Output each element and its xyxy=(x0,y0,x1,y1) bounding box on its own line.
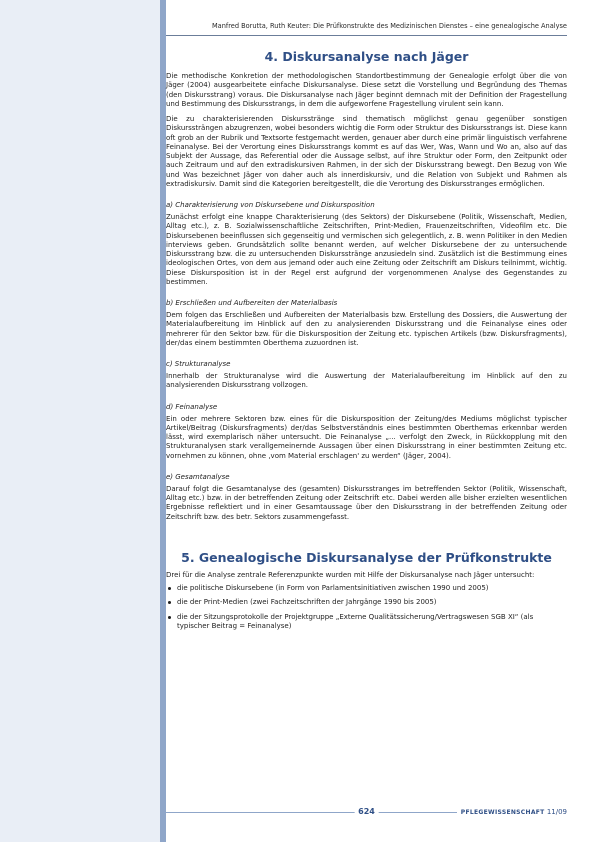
subsection-a-title: a) Charakterisierung von Diskursebene und Diskursposition xyxy=(166,201,375,209)
subsection-a-text: Zunächst erfolgt eine knappe Charakterisierung (des Sektors) der Diskursebene (Politik, Wissenschaft, Medien, Alltag etc.), z. B. Sozialwissenschaftliche Zeitschriften, Print-Medien, Frauenzeitschriften, Videofilm etc. Die Diskursebenen beeinflussen sich gegenseitig und vermischen sich gelegentlich, z. B. wenn Politiker in den Medien interviews geben. Grundsätzlich sollte benannt werden, auf welcher Diskursebene der zu untersuchende Diskursstrang bzw. die zu untersuchenden Diskursstränge anzusiedeln sind. Zusätzlich ist die Bestimmung eines ideologischen Ortes, von dem aus jemand oder auch eine Zeitung oder Zeitschrift am Diskurs teilnimmt, wichtig. Diese Diskursposition ist in der Regel erst aufgrund der vorgenommenen Analyse des Gegenstandes zu bestimmen. xyxy=(166,213,567,286)
section-5-heading: 5. Genealogische Diskursanalyse der Prüfkonstrukte xyxy=(181,549,552,565)
section-4-paragraph-2: Die zu charakterisierenden Diskursstränge sind thematisch möglichst genau gegenüber sonstigen Diskurssträngen abzugrenzen, wobei besonders wichtig die Form oder Struktur des Diskursstrangs ist. Diese kann oft grob an der Rubrik und Textsorte festgemacht werden, genauer aber durch eine primär linguistisch verfahrene Feinanalyse. Bei der Verortung eines Diskursstrangs kommt es auf das Wer, Was, Wann und Wo an, also auf das Subjekt der Aussage, das Referential oder die Aussage selbst, auf ihre Struktur oder Form, den Zeitpunkt oder auch Zeitraum und auf den extradiskursiven Rahmen, in der sich der Diskursstrang bewegt. Den Bezug von Wie und Was bezeichnet Jäger von daher auch als innerdiskursiv, und die Relation von Subjekt und Rahmen als extradiskursiv. Damit sind die Kategorien bereitgestellt, die die Verortung des Diskursstranges ermöglichen. xyxy=(166,115,567,188)
subsection-c-title: c) Strukturanalyse xyxy=(166,360,231,368)
subsection-e-title: e) Gesamtanalyse xyxy=(166,472,230,481)
subsection-b-title: b) Erschließen und Aufbereiten der Materialbasis xyxy=(166,299,338,307)
subsection-e-text: Darauf folgt die Gesamtanalyse des (gesamten) Diskursstranges im betreffenden Sektor (Politik, Wissenschaft, Alltag etc.) bzw. in der betreffenden Zeitung oder Zeitschrift etc. Dabei werden alle bisher erzielten wesentlichen Ergebnisse reflektiert und in einer Gesamtaussage über den Diskursstrang in der betreffenden Zeitung oder Zeitschrift bzw. des betr. Sektors zusammengefasst. xyxy=(166,484,567,521)
subsection-d-text: Ein oder mehrere Sektoren bzw. eines für die Diskursposition der Zeitung/des Mediums möglichst typischer Artikel/Beitrag (Diskursfragments) der/das Selbstverständnis eines bestimmten Oberthemas erkennbar werden lässt, wird exemplarisch näher untersucht. Die Feinanalyse „... verfolgt den Zweck, in Rückkopplung mit den Strukturanalysen stark verallgemeinernde Aussagen über einen Diskursstrang in einer bestimmten Zeitung etc. vornehmen zu können, ohne ‚vom Material erschlagen' zu werden“ (Jäger, 2004). xyxy=(166,414,567,460)
subsection-c-text: Innerhalb der Strukturanalyse wird die Auswertung der Materialaufbereitung im Hinblick auf den zu analysierenden Diskursstrang vollzogen. xyxy=(166,372,567,390)
list-item: die der Print-Medien (zwei Fachzeitschriften der Jahrgänge 1990 bis 2005) xyxy=(166,598,567,607)
subsection-d-title: d) Feinanalyse xyxy=(166,402,218,411)
list-item: die politische Diskursebene (in Form von Parlamentsinitiativen zwischen 1990 und 2005) xyxy=(166,584,567,593)
header-rule xyxy=(166,35,567,36)
journal-issue: 11/09 xyxy=(546,808,567,816)
section-4-paragraph-1: Die methodische Konkretion der methodologischen Standortbestimmung der Genealogie erfolgt über die von Jäger (2004) ausgearbeitete einfache Diskursanalyse. Diese setzt die Vorstellung und Begründung des Themas (den Diskursstrang) voraus. Die Diskursanalyse nach Jäger beginnt demnach mit der Definition der Fragestellung und Bestimmung des Diskursstrangs, in dem die aufgeworfene Fragestellung virulent sein kann. xyxy=(166,72,567,108)
page xyxy=(166,0,595,842)
section-4-heading: 4. Diskursanalyse nach Jäger xyxy=(264,49,469,64)
article-body xyxy=(166,50,567,636)
list-item: die der Sitzungsprotokolle der Projektgruppe „Externe Qualitätssicherung/Vertragswesen SGB XI“ (als typischer Beitrag = Feinanalyse) xyxy=(166,613,567,632)
running-title: Manfred Borutta, Ruth Keuter: Die Prüfkonstrukte des Medizinischen Dienstes – eine genealogische Analyse xyxy=(211,22,567,30)
journal-citation xyxy=(457,806,567,819)
page-footer xyxy=(166,806,567,818)
left-margin-band xyxy=(0,0,160,842)
reference-points-list xyxy=(166,584,567,631)
page-number: 624 xyxy=(354,806,379,818)
section-5-intro: Drei für die Analyse zentrale Referenzpunkte wurden mit Hilfe der Diskursanalyse nach Jäger untersucht: xyxy=(166,570,535,579)
running-header xyxy=(166,22,567,36)
journal-name: PFLEGEWISSENSCHAFT xyxy=(460,809,545,816)
subsection-b-text: Dem folgen das Erschließen und Aufbereiten der Materialbasis bzw. Erstellung des Dossiers, die Auswertung der Materialaufbereitung im Hinblick auf den zu analysierenden Diskursstrang und die Feinanalyse eines oder mehrerer für den Sektor bzw. für die Diskursposition der Zeitung etc. typischen Artikels (bzw. Diskursfragments), der/das einem bestimmten Oberthema zuzuordnen ist. xyxy=(166,311,567,347)
